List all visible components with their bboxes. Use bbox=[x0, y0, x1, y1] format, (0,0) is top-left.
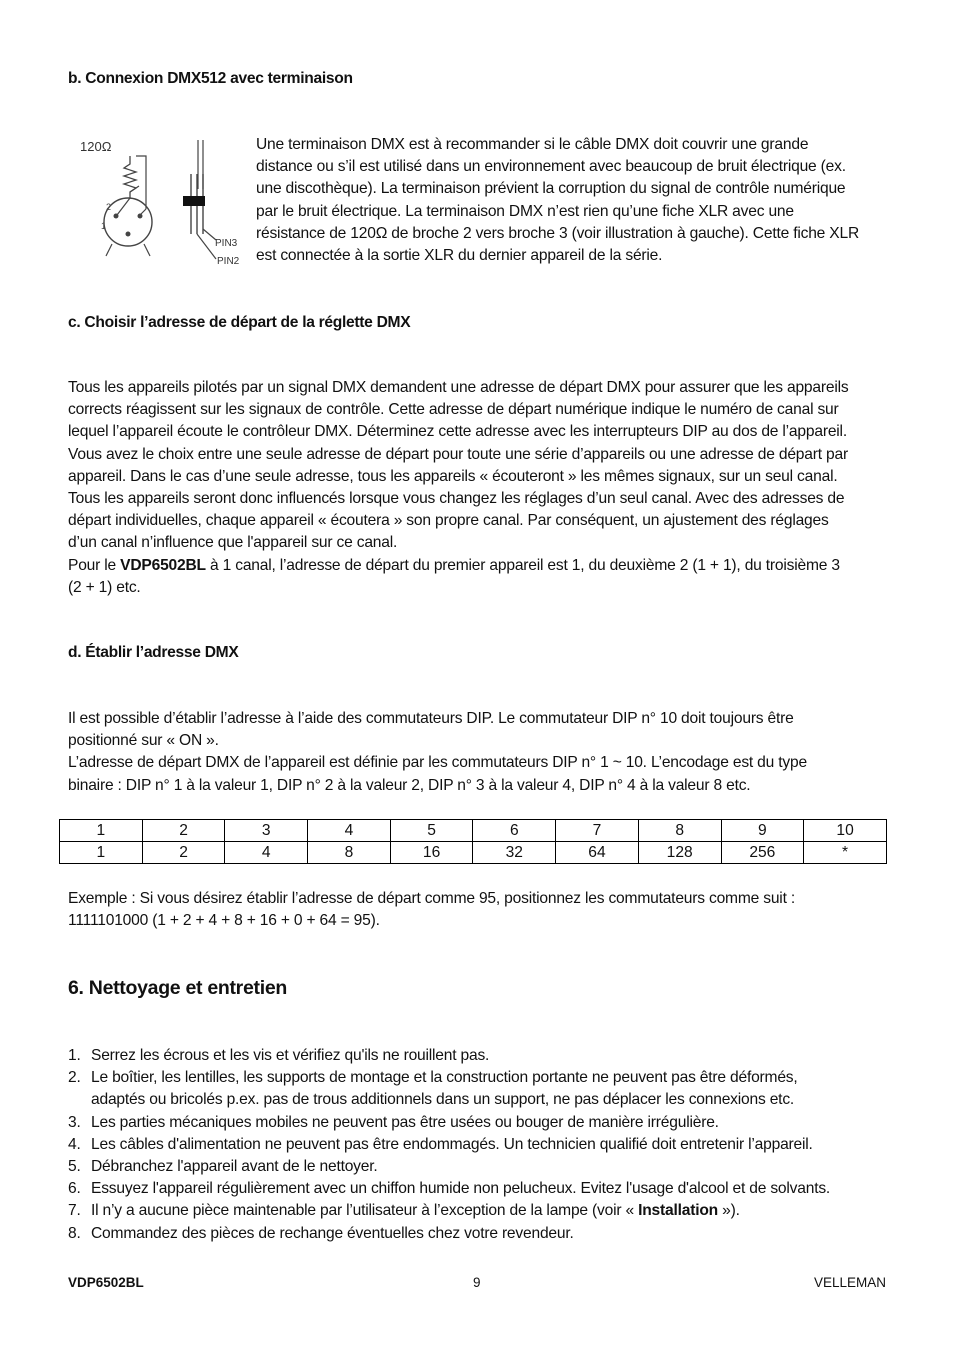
text-line: Il est possible d’établir l’adresse à l’aide des commutateurs DIP. Le commutateur DIP n° 10 doit toujours être bbox=[68, 710, 794, 727]
text-line: une discothèque). La terminaison prévient la corruption du signal de contrôle numérique bbox=[256, 180, 846, 198]
table-cell: 3 bbox=[225, 820, 308, 842]
dip-switch-table bbox=[59, 819, 887, 864]
list-item bbox=[68, 1156, 898, 1178]
table-cell: 256 bbox=[721, 842, 804, 864]
section-6-heading: 6. Nettoyage et entretien bbox=[68, 977, 287, 999]
text-line: Tous les appareils pilotés par un signal DMX demandent une adresse de départ DMX pour assurer que les appareils bbox=[68, 379, 849, 396]
dip-number-row bbox=[60, 820, 887, 842]
dip-value-row bbox=[60, 842, 887, 864]
table-cell: 7 bbox=[556, 820, 639, 842]
list-number: 4. bbox=[68, 1135, 81, 1153]
list-item bbox=[68, 1045, 898, 1067]
text-line: d’un canal n’influence que l'appareil sur ce canal. bbox=[68, 534, 398, 552]
list-item bbox=[68, 1112, 898, 1134]
section-b-paragraph bbox=[256, 134, 859, 267]
xlr-termination-diagram bbox=[70, 134, 246, 268]
installation-reference: Installation bbox=[638, 1202, 719, 1220]
model-prefix: Pour le bbox=[68, 556, 121, 574]
model-line bbox=[68, 555, 848, 577]
footer-brand: VELLEMAN bbox=[813, 1275, 886, 1290]
footer-model: VDP6502BL bbox=[68, 1275, 144, 1290]
table-cell: 64 bbox=[556, 842, 639, 864]
table-cell: * bbox=[804, 842, 887, 864]
table-cell: 32 bbox=[473, 842, 556, 864]
list-text: »). bbox=[718, 1202, 740, 1220]
list-number: 6. bbox=[68, 1180, 81, 1198]
text-line: est connectée à la sortie XLR du dernier appareil de la série. bbox=[256, 247, 663, 265]
list-number: 3. bbox=[68, 1113, 81, 1131]
list-text: Commandez des pièces de rechange éventuelles chez votre revendeur. bbox=[91, 1224, 574, 1242]
text-line: positionné sur « ON ». bbox=[68, 732, 219, 750]
list-text: Les parties mécaniques mobiles ne peuvent pas être usées ou bouger de manière irrégulière. bbox=[91, 1113, 719, 1131]
list-number: 2. bbox=[68, 1069, 81, 1087]
text-line: appareil. Dans le cas d’une seule adresse, tous les appareils « écouteront » les mêmes signaux, sur un seul canal. bbox=[68, 467, 838, 485]
text-line: départ individuelles, chaque appareil « écoutera » son propre canal. Par conséquent, un ajustement des réglages bbox=[68, 512, 829, 530]
text-line: binaire : DIP n° 1 à la valeur 1, DIP n° 2 à la valeur 2, DIP n° 3 à la valeur 4, DIP n° 4 à la valeur 8 etc. bbox=[68, 776, 751, 794]
text-line: L’adresse de départ DMX de l’appareil est définie par les commutateurs DIP n° 1 ~ 10. L’encodage est du type bbox=[68, 754, 807, 772]
section-c-paragraph bbox=[68, 377, 848, 599]
text-line: Exemple : Si vous désirez établir l’adresse de départ comme 95, positionnez les commutateurs comme suit : bbox=[68, 890, 795, 907]
table-cell: 1 bbox=[60, 842, 143, 864]
table-cell: 2 bbox=[142, 820, 225, 842]
list-item bbox=[68, 1067, 898, 1111]
section-b-heading: b. Connexion DMX512 avec terminaison bbox=[68, 70, 353, 87]
list-item bbox=[68, 1200, 898, 1222]
list-number: 8. bbox=[68, 1224, 81, 1242]
list-text: Le boîtier, les lentilles, les supports de montage et la construction portante ne peuvent pas être déformés, bbox=[91, 1069, 798, 1087]
page-number: 9 bbox=[473, 1275, 481, 1290]
list-text: Les câbles d'alimentation ne peuvent pas être endommagés. Un technicien qualifié doit entretenir l’appareil. bbox=[91, 1135, 813, 1153]
list-item bbox=[68, 1134, 898, 1156]
resistor-label: 120Ω bbox=[80, 139, 112, 154]
table-cell: 128 bbox=[638, 842, 721, 864]
section-d-heading: d. Établir l’adresse DMX bbox=[68, 644, 239, 661]
section-c-heading: c. Choisir l’adresse de départ de la réglette DMX bbox=[68, 314, 411, 331]
maintenance-list bbox=[68, 1045, 898, 1245]
table-cell: 6 bbox=[473, 820, 556, 842]
table-cell: 9 bbox=[721, 820, 804, 842]
xlr-termination-figure bbox=[70, 134, 246, 268]
list-text: Il n’y a aucune pièce maintenable par l’utilisateur à l’exception de la lampe (voir « bbox=[91, 1202, 639, 1220]
list-item bbox=[68, 1178, 898, 1200]
text-line: 1111101000 (1 + 2 + 4 + 8 + 16 + 0 + 64 = 95). bbox=[68, 912, 380, 930]
pin3-label: PIN3 bbox=[215, 238, 238, 249]
text-line: corrects réagissent sur les signaux de contrôle. Cette adresse de départ numérique indique le numéro de canal sur bbox=[68, 401, 839, 419]
table-cell: 8 bbox=[308, 842, 391, 864]
table-cell: 10 bbox=[804, 820, 887, 842]
model-name: VDP6502BL bbox=[120, 556, 206, 574]
table-cell: 16 bbox=[390, 842, 473, 864]
text-line: par le bruit électrique. La terminaison DMX n’est rien qu’une fiche XLR avec une bbox=[256, 202, 794, 220]
list-text: Débranchez l'appareil avant de le nettoyer. bbox=[91, 1158, 378, 1176]
text-line: Une terminaison DMX est à recommander si le câble DMX doit couvrir une grande bbox=[256, 136, 809, 153]
list-text: adaptés ou bricolés p.ex. pas de trous additionnels dans un support, ne pas déplacer les connexions etc. bbox=[91, 1091, 795, 1109]
table-cell: 2 bbox=[142, 842, 225, 864]
table-cell: 4 bbox=[225, 842, 308, 864]
list-text: Serrez les écrous et les vis et vérifiez qu'ils ne rouillent pas. bbox=[91, 1047, 490, 1064]
table-cell: 4 bbox=[308, 820, 391, 842]
text-line: lequel l’appareil écoute le contrôleur DMX. Déterminez cette adresse avec les interrupteurs DIP au dos de l’appareil. bbox=[68, 423, 847, 441]
pin-2-number: 2 bbox=[106, 202, 112, 212]
list-number: 7. bbox=[68, 1202, 81, 1220]
pin2-label: PIN2 bbox=[217, 256, 240, 267]
text-line: distance ou s’il est utilisé dans un environnement avec beaucoup de bruit électrique (ex. bbox=[256, 158, 846, 176]
table-cell: 5 bbox=[390, 820, 473, 842]
text-line: Tous les appareils seront donc influencés lorsque vous changez les réglages d’un seul canal. Avec des adresses de bbox=[68, 490, 845, 508]
list-number: 5. bbox=[68, 1158, 81, 1176]
list-text: Essuyez l'appareil régulièrement avec un chiffon humide non pelucheux. Evitez l'usage d'alcool et de solvants. bbox=[91, 1180, 831, 1198]
table-cell: 1 bbox=[60, 820, 143, 842]
list-number: 1. bbox=[68, 1047, 81, 1064]
text-line: (2 + 1) etc. bbox=[68, 578, 141, 596]
example-paragraph bbox=[68, 888, 795, 932]
pin-1-number: 1 bbox=[101, 221, 107, 231]
section-d-paragraph bbox=[68, 708, 807, 797]
text-line: résistance de 120Ω de broche 2 vers broche 3 (voir illustration à gauche). Cette fiche XLR bbox=[256, 224, 860, 242]
table-cell: 8 bbox=[638, 820, 721, 842]
model-suffix: à 1 canal, l’adresse de départ du premier appareil est 1, du deuxième 2 (1 + 1), du troisième 3 bbox=[205, 556, 840, 574]
list-item bbox=[68, 1223, 898, 1245]
text-line: Vous avez le choix entre une seule adresse de départ pour toute une série d’appareils ou une adresse de départ par bbox=[68, 445, 848, 463]
